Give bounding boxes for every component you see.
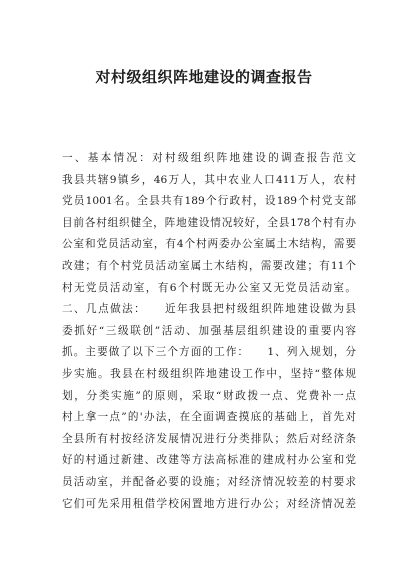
paragraph-line: 村上拿一点”的'办法，在全面调查摸底的基础上，首先对 — [62, 411, 356, 424]
document-title: 对村级组织阵地建设的调查报告 — [95, 68, 313, 86]
paragraph-line: 目前各村组织健全，阵地建设情况较好，全县178个村有办 — [62, 216, 356, 229]
paragraph-line: 全县所有村按经济发展情况进行分类排队；然后对经济条 — [62, 432, 356, 445]
paragraph-line: 公室和党员活动室，有4个村两委办公室属土木结构，需要 — [62, 238, 356, 251]
paragraph-line: 村无党员活动室，有6个村既无办公室又无党员活动室。 — [62, 281, 356, 294]
paragraph-line: 二、几点做法： 近年我县把村级组织阵地建设做为县 — [62, 303, 356, 316]
paragraph-line: 划，分类实施”的原则，采取“财政拨一点、党费补一点 — [62, 389, 356, 402]
paragraph-line: 一、基本情况：对村级组织阵地建设的调查报告范文 — [62, 152, 356, 164]
paragraph-line: 好的村通过新建、改建等方法高标准的建成村办公室和党 — [62, 454, 356, 467]
paragraph-line: 党员1001名。全县共有189个行政村，设189个村党支部 — [62, 195, 356, 208]
paragraph-line: 它们可先采用租借学校闲置地方进行办公；对经济情况差 — [62, 497, 356, 510]
paragraph-line: 改建；有个村党员活动室属土木结构，需要改建；有11个 — [62, 259, 356, 272]
document-body — [62, 148, 356, 515]
paragraph-line: 委抓好“三级联创”活动、加强基层组织建设的重要内容 — [62, 324, 356, 337]
paragraph-line: 我县共辖9镇乡，46万人，其中农业人口411万人，农村 — [62, 173, 356, 186]
paragraph-line: 抓。主要做了以下三个方面的工作： 1、列入规划，分 — [62, 346, 356, 359]
paragraph-line: 步实施。我县在村级组织阵地建设工作中，坚持“整体规 — [62, 367, 356, 380]
paragraph-line: 员活动室，并配备必要的设施；对经济情况较差的村要求 — [62, 475, 356, 488]
